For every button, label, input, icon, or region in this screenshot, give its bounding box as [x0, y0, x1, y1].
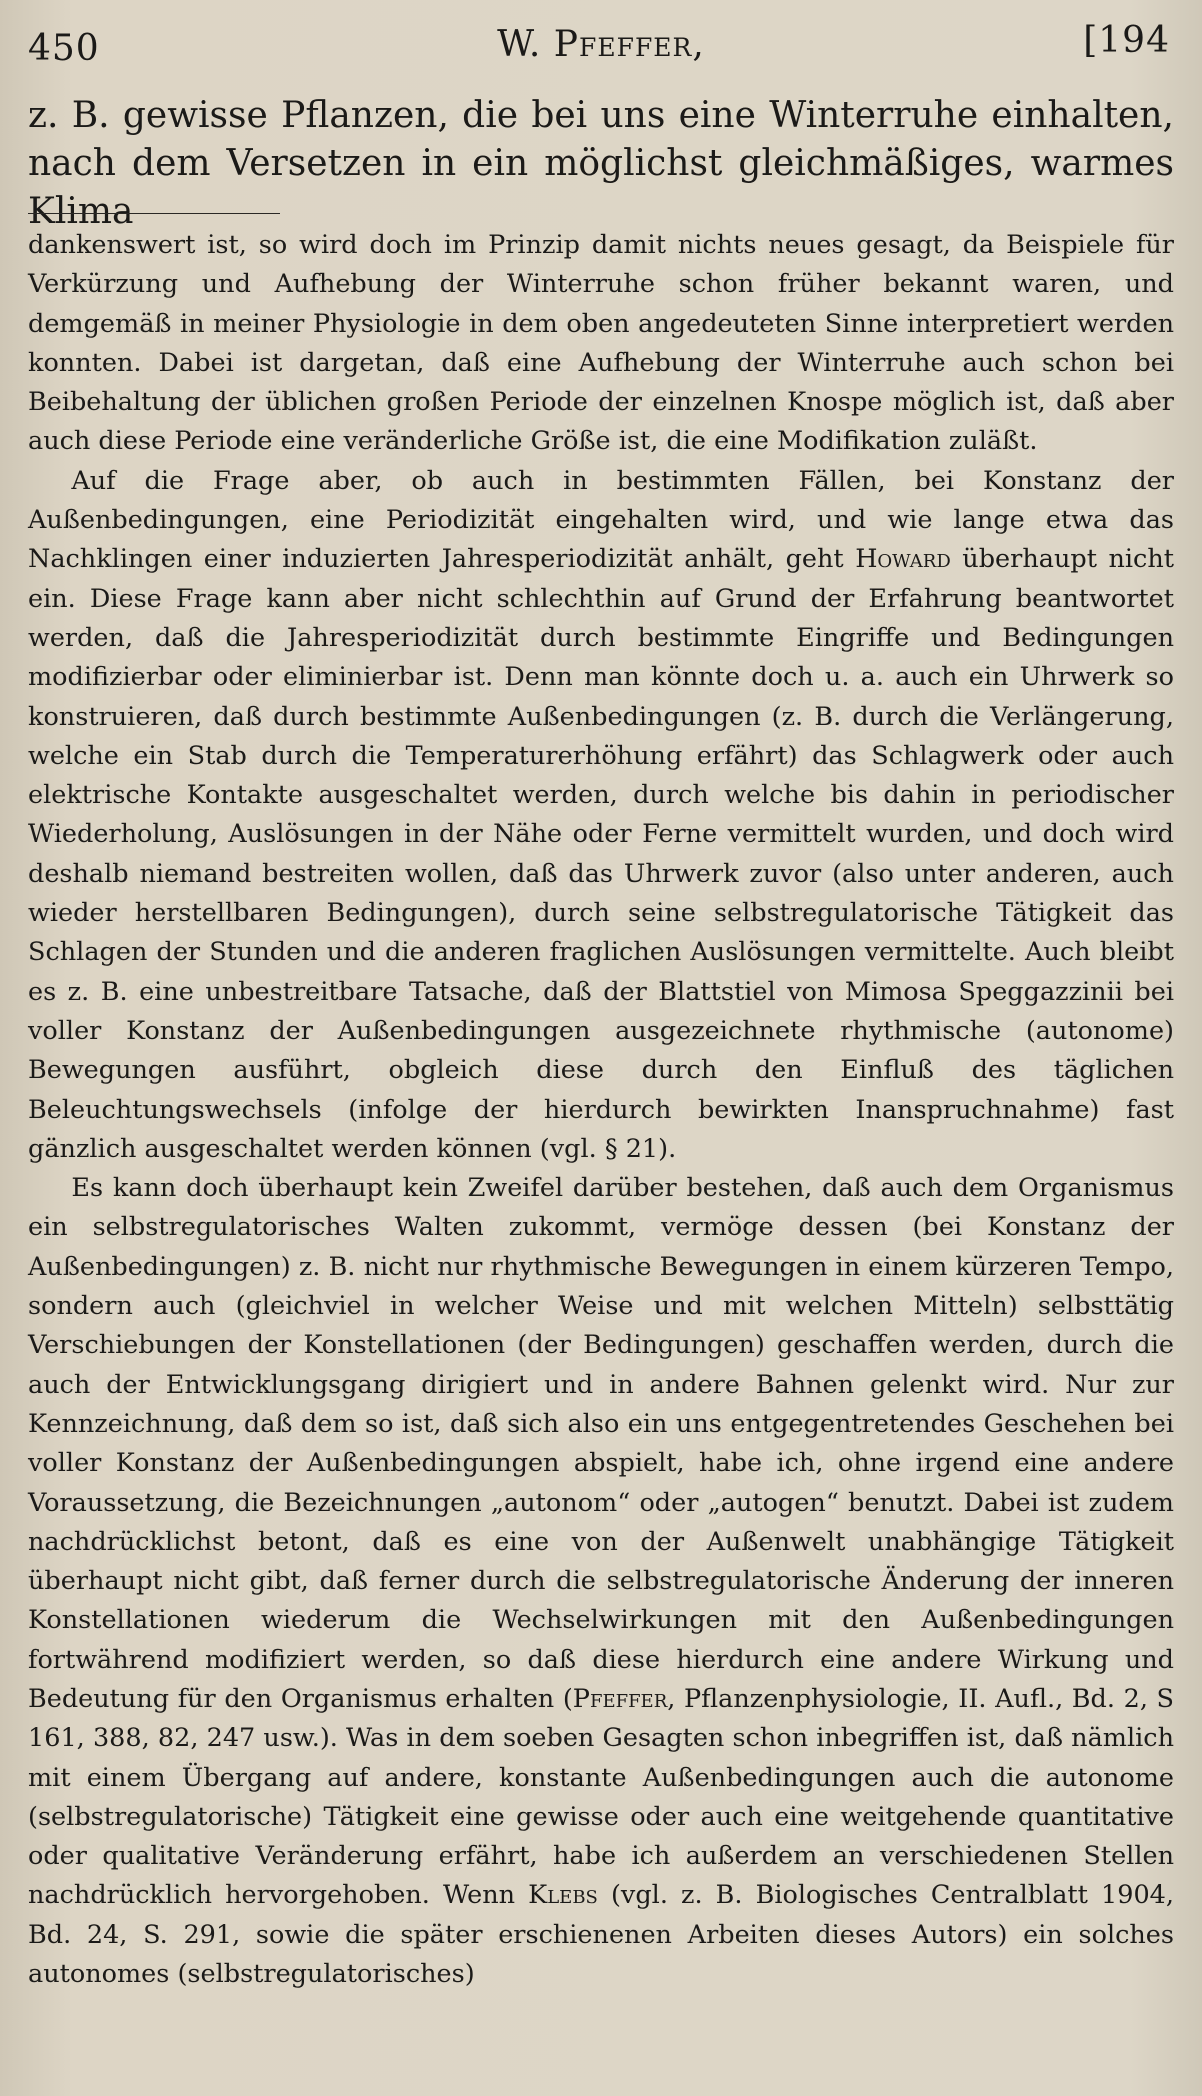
footnote-paragraph [28, 1169, 1174, 1994]
section-reference: [194 [1083, 20, 1170, 61]
author-initial: W. [497, 24, 542, 65]
footnote-paragraph [28, 462, 1174, 1169]
footnote-body [28, 226, 1174, 1994]
footnote-paragraph: dankenswert ist, so wird doch im Prinzip damit nichts neues gesagt, da Beispiele für Verkürzung und Aufhebung der Winterruhe schon früher bekannt waren, und demgemäß in meiner Physiologie in dem oben angedeuteten Sinne interpretiert werden konnten. Dabei ist dargetan, daß eine Aufhebung der Winterruhe auch schon bei Beibehaltung der üblichen großen Periode der einzelnen Knospe möglich ist, daß aber auch diese Periode eine veränderliche Größe ist, die eine Modifikation zuläßt. [28, 230, 1174, 457]
paragraph-text: Auf die Frage aber, ob auch in bestimmten Fällen, bei Konstanz der Außenbedingungen, eine Periodizität eingehalten wird, und wie lange etwa das Nachklingen einer induzierten Jahresperiodizität anhält, geht [28, 465, 1174, 575]
main-text-line: z. B. gewisse Pflanzen, die bei uns eine Winterruhe einhalten, [28, 95, 1174, 136]
paragraph-text: Es kann doch überhaupt kein Zweifel darüber bestehen, daß auch dem Organismus ein selbstregulatorisches Walten zukommt, vermöge dessen (bei Konstanz der Außenbedingungen) z. B. nicht nur rhythmische Bewegungen in einem kürzeren Tempo, sondern auch (gleichviel in welcher Weise und mit welchen Mitteln) selbsttätig Verschiebungen der Konstellationen (der Bedingungen) geschaffen werden, durch die auch der Entwicklungsgang dirigiert und in andere Bahnen gelenkt wird. Nur zur Kennzeichnung, daß dem so ist, daß sich also ein uns entgegentretendes Geschehen bei voller Konstanz der Außenbedingungen abspielt, habe ich, ohne irgend eine andere Voraussetzung, die Bezeichnungen „autonom“ oder „autogen“ benutzt. Dabei ist zudem nachdrücklichst betont, daß es eine von der Außenwelt unabhängige Tätigkeit überhaupt nicht gibt, daß ferner durch die selbstregulatorische Änderung der inneren Konstellationen wiederum die Wechselwirkungen mit den Außenbedingungen fortwährend modifiziert werden, so daß diese hierdurch eine andere Wirkung und Bedeutung für den Organismus erhalten ( [28, 1173, 1174, 1714]
footnote-divider [28, 213, 280, 214]
paragraph-text: (vgl. z. B. Biologisches Centralblatt 1904, Bd. 24, S. 291, sowie die später erschienenen Arbeiten dieses Autors) ein solches autonomes (selbstregulatorisches) [28, 1880, 1174, 1990]
cited-author-klebs: Klebs [528, 1880, 598, 1911]
paragraph-text: , Pflanzenphysiologie, II. Aufl., Bd. 2, S 161, 388, 82, 247 usw.). Was in dem soeben Gesagten schon inbegriffen ist, daß nämlich mit einem Übergang auf andere, konstante Außenbedingungen auch die autonome (selbstregulatorische) Tätigkeit eine gewisse oder auch eine weitgehende quantitative oder qualitative Veränderung erfährt, habe ich außerdem an verschiedenen Stellen nachdrücklich hervorgehoben. Wenn [28, 1683, 1175, 1911]
cited-author-pfeffer: Pfeffer [572, 1683, 668, 1714]
main-text-continuation [28, 92, 1174, 236]
page-header [28, 18, 1174, 78]
running-head [28, 24, 1174, 65]
paragraph-text: überhaupt nicht ein. Diese Frage kann aber nicht schlechthin auf Grund der Erfahrung beantwortet werden, daß die Jahresperiodizität durch bestimmte Eingriffe und Bedingungen modifizierbar oder eliminierbar ist. Denn man könnte doch u. a. auch ein Uhrwerk so konstruieren, daß durch bestimmte Außenbedingungen (z. B. durch die Verlängerung, welche ein Stab durch die Temperaturerhöhung erfährt) das Schlagwerk oder auch elektrische Kontakte ausgeschaltet werden, durch welche bis dahin in periodischer Wiederholung, Auslösungen in der Nähe oder Ferne vermittelt wurden, und doch wird deshalb niemand bestreiten wollen, daß das Uhrwerk zuvor (also unter anderen, auch wieder herstellbaren Bedingungen), durch seine selbstregulatorische Tätigkeit das Schlagen der Stunden und die anderen fraglichen Auslösungen vermittelte. Auch bleibt es z. B. eine unbestreitbare Tatsache, daß der Blattstiel von Mimosa Speggazzinii bei voller Konstanz der Außenbedingungen ausgezeichnete rhythmische (autonome) Bewegungen ausführt, obgleich diese durch den Einfluß des täglichen Beleuchtungswechsels (infolge der hierdurch bewirkten Inanspruchnahme) fast gänzlich ausgeschaltet werden können (vgl. § 21). [28, 544, 1174, 1164]
page-number: 450 [28, 28, 100, 69]
cited-author-howard: Howard [855, 544, 951, 575]
author-surname: Pfeffer, [553, 24, 705, 65]
main-text-line: nach dem Versetzen in ein möglichst gleichmäßiges, warmes Klima [28, 143, 1174, 232]
